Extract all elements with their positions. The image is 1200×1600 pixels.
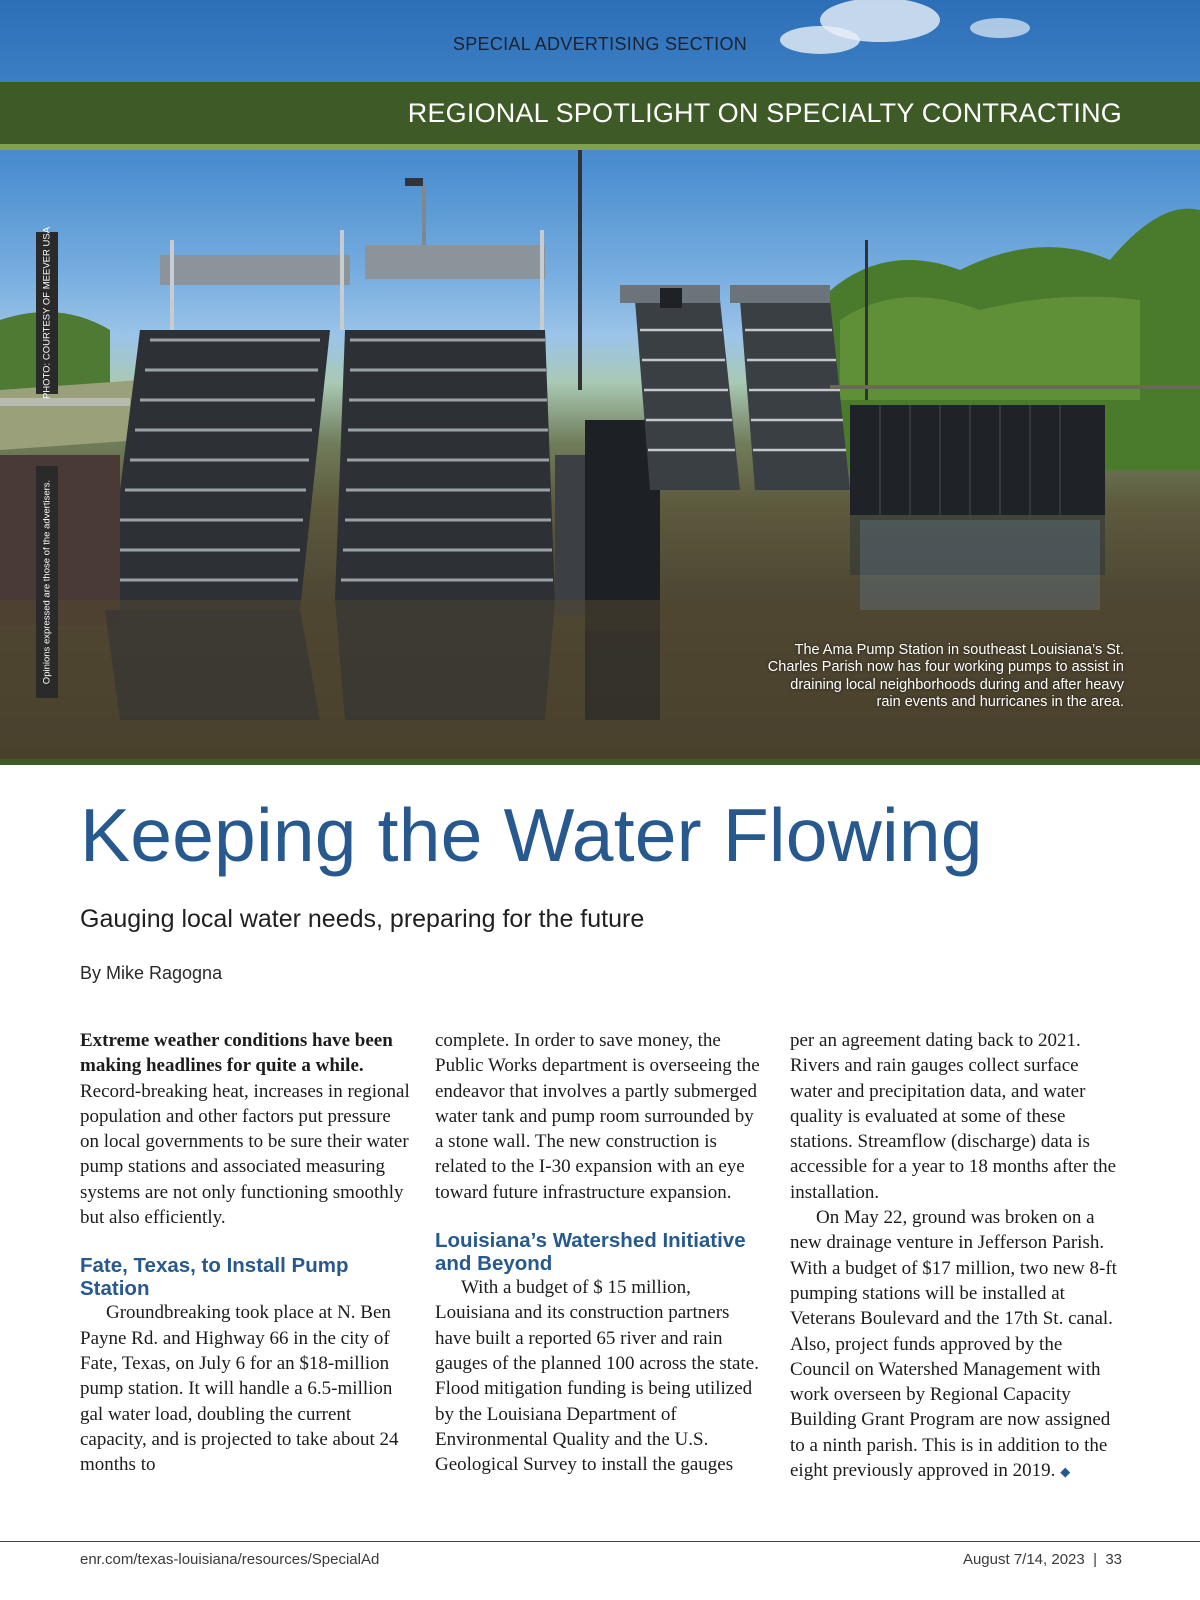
footer-issue-info	[963, 1551, 1122, 1568]
louisiana-paragraph: With a budget of $ 15 million, Louisiana and its construction partners have built a reported 65 river and rain gauges of the planned 100 across the state. Flood mitigation funding is being utilized by the Louisiana Department of Environmental Quality and the U.S. Geological Survey to install the gauges	[435, 1277, 759, 1476]
opinion-disclaimer-text: Opinions expressed are those of the advertisers.	[41, 479, 53, 685]
photo-credit	[36, 226, 58, 400]
issue-date: August 7/14, 2023	[962, 1551, 1085, 1568]
article-column-3	[790, 1028, 1120, 1484]
intro-text: Record-breaking heat, increases in regional population and other factors put pressure on local governments to be sure their water pump stations and associated measuring systems are not only functioning smoothly but also efficiently.	[80, 1080, 410, 1229]
footer-rule	[0, 1541, 1200, 1542]
section-heading-louisiana: Louisiana’s Watershed Initiative and Beyond	[435, 1229, 746, 1276]
gauges-paragraph: per an agreement dating back to 2021. Rivers and rain gauges collect surface water and precipitation data, and water quality is evaluated at some of these stations. Streamflow (discharge) data is accessible for a year to 18 months after the installation.	[790, 1030, 1117, 1203]
lead-sentence: Extreme weather conditions have been making headlines for quite a while.	[80, 1030, 393, 1077]
public-works-paragraph: complete. In order to save money, the Public Works department is overseeing the endeavor that involves a partly submerged water tank and pump room surrounded by a stone wall. The new construction is related to the I-30 expansion with an eye toward future infrastructure expansion.	[435, 1030, 760, 1203]
jefferson-parish-text: On May 22, ground was broken on a new drainage venture in Jefferson Parish. With a budget of $17 million, two new 8-ft pumping stations will be installed at Veterans Boulevard and the 17th St. canal. Also, project funds approved by the Council on Watershed Management with work overseen by Regional Capacity Building Grant Program are now assigned to a ninth parish. This is in addition to the eight previously approved in 2019.	[790, 1207, 1117, 1482]
article-column-2	[435, 1028, 765, 1477]
spotlight-band	[0, 82, 1200, 144]
end-mark-icon: ◆	[1060, 1464, 1071, 1480]
footer-separator: |	[1093, 1551, 1097, 1568]
page-number: 33	[1105, 1551, 1122, 1568]
photo-bottom-rule	[0, 759, 1200, 765]
fate-texas-paragraph: Groundbreaking took place at N. Ben Payne Rd. and Highway 66 in the city of Fate, Texas, on July 6 for an $18-million pump station. It will handle a 6.5-million gal water load, doubling the current capacity, and is projected to take about 24 months to	[80, 1302, 399, 1476]
spotlight-stripe	[0, 144, 1200, 150]
spotlight-title: REGIONAL SPOTLIGHT ON SPECIALTY CONTRACTING	[407, 98, 1122, 128]
section-heading-fate-texas: Fate, Texas, to Install Pump Station	[80, 1254, 349, 1301]
article-column-1	[80, 1028, 410, 1477]
footer-url[interactable]: enr.com/texas-louisiana/resources/SpecialAd	[80, 1551, 380, 1568]
article-subhead: Gauging local water needs, preparing for the future	[80, 905, 645, 933]
article-headline: Keeping the Water Flowing	[80, 793, 983, 877]
jefferson-parish-paragraph	[790, 1205, 1120, 1484]
photo-credit-text: PHOTO: COURTESY OF MEEVER USA	[41, 226, 53, 400]
article-byline: By Mike Ragogna	[80, 963, 223, 983]
hero-photo	[0, 0, 1200, 765]
intro-paragraph	[80, 1028, 410, 1230]
advertising-section-label: SPECIAL ADVERTISING SECTION	[452, 34, 748, 54]
opinion-disclaimer	[36, 466, 58, 698]
photo-caption: The Ama Pump Station in southeast Louisiana’s St. Charles Parish now has four working pumps to assist in draining local neighborhoods during and after heavy rain events and hurricanes in the area.	[767, 642, 1124, 710]
